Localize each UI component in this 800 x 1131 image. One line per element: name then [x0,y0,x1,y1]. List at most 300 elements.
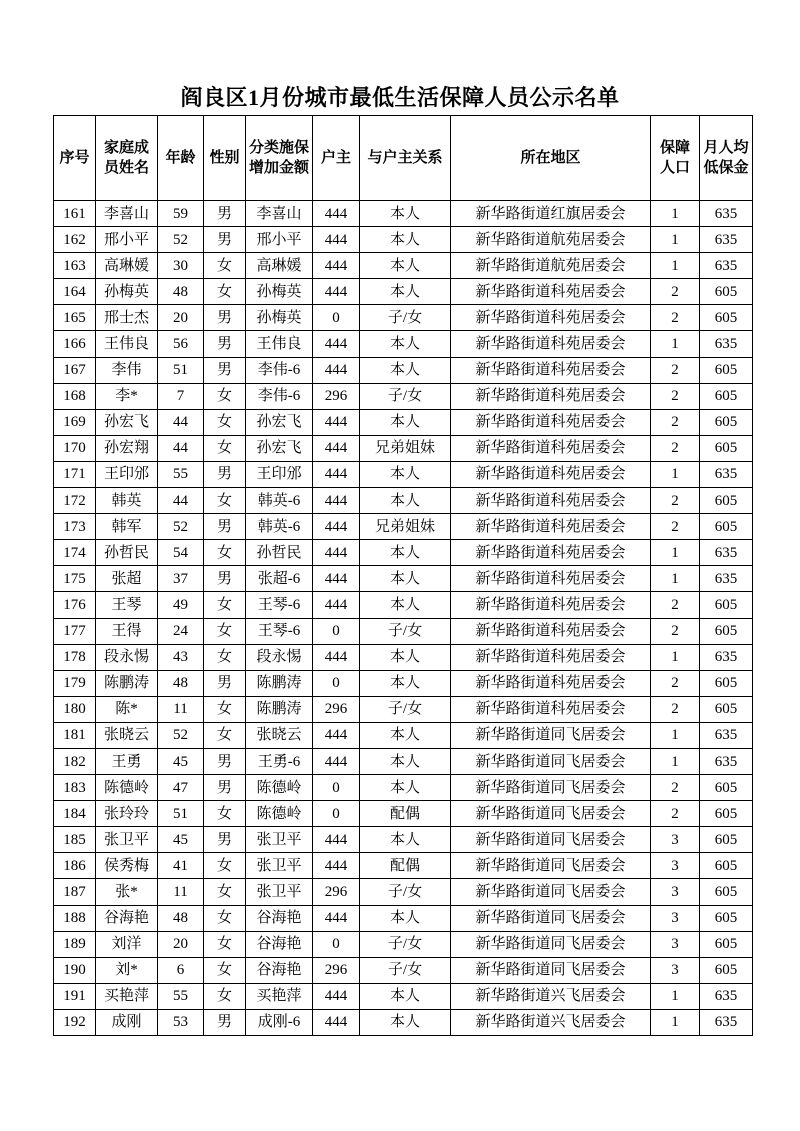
header-extra-amount-line2: 增加金额 [248,160,309,176]
cell-member-name: 买艳萍 [96,983,158,1009]
cell-monthly-allowance: 635 [700,566,753,592]
cell-age: 51 [158,357,204,383]
cell-member-name: 谷海艳 [96,905,158,931]
cell-householder-col: 王印邠 [246,461,313,487]
cell-relation: 子/女 [360,879,451,905]
cell-district: 新华路街道科苑居委会 [451,357,651,383]
cell-member-name: 王勇 [96,748,158,774]
table-row [54,748,753,774]
cell-district: 新华路街道同飞居委会 [451,722,651,748]
header-householder [313,116,360,201]
cell-seq: 174 [54,540,96,566]
cell-age: 52 [158,514,204,540]
cell-householder-col: 张卫平 [246,879,313,905]
cell-member-name: 段永惕 [96,644,158,670]
header-extra-amount-line1: 分类施保 [248,140,309,156]
cell-householder-col: 王琴-6 [246,592,313,618]
cell-member-name: 王印邠 [96,461,158,487]
cell-covered-count: 1 [651,540,700,566]
cell-relation: 本人 [360,1009,451,1035]
cell-age: 37 [158,566,204,592]
cell-gender: 男 [204,461,246,487]
cell-householder-col: 张超-6 [246,566,313,592]
cell-relation: 本人 [360,775,451,801]
cell-covered-count: 1 [651,644,700,670]
cell-district: 新华路街道同飞居委会 [451,853,651,879]
cell-amount-col: 444 [313,201,360,227]
cell-monthly-allowance: 605 [700,514,753,540]
cell-district: 新华路街道科苑居委会 [451,461,651,487]
cell-monthly-allowance: 605 [700,775,753,801]
cell-covered-count: 2 [651,618,700,644]
cell-monthly-allowance: 635 [700,201,753,227]
cell-covered-count: 2 [651,305,700,331]
table-row [54,592,753,618]
cell-relation: 本人 [360,357,451,383]
cell-gender: 女 [204,801,246,827]
cell-amount-col: 296 [313,383,360,409]
cell-seq: 170 [54,435,96,461]
cell-age: 24 [158,618,204,644]
cell-relation: 本人 [360,409,451,435]
cell-relation: 子/女 [360,618,451,644]
cell-householder-col: 张卫平 [246,853,313,879]
cell-relation: 本人 [360,201,451,227]
cell-age: 48 [158,905,204,931]
cell-relation: 本人 [360,827,451,853]
cell-age: 44 [158,488,204,514]
cell-age: 52 [158,722,204,748]
header-relation-label: 与户主关系 [367,150,443,166]
table-row [54,905,753,931]
cell-monthly-allowance: 605 [700,409,753,435]
cell-amount-col: 444 [313,227,360,253]
cell-householder-col: 李伟-6 [246,357,313,383]
cell-seq: 167 [54,357,96,383]
cell-amount-col: 444 [313,357,360,383]
header-extra-amount [246,116,313,201]
cell-member-name: 高琳媛 [96,253,158,279]
table-row [54,383,753,409]
cell-monthly-allowance: 605 [700,879,753,905]
cell-monthly-allowance: 635 [700,253,753,279]
cell-age: 48 [158,279,204,305]
cell-seq: 185 [54,827,96,853]
cell-amount-col: 444 [313,827,360,853]
table-row [54,983,753,1009]
cell-relation: 本人 [360,722,451,748]
cell-age: 44 [158,435,204,461]
table-row [54,461,753,487]
cell-member-name: 李喜山 [96,201,158,227]
cell-gender: 女 [204,644,246,670]
cell-seq: 180 [54,696,96,722]
cell-householder-col: 陈鹏涛 [246,670,313,696]
cell-member-name: 陈鹏涛 [96,670,158,696]
cell-amount-col: 296 [313,957,360,983]
cell-member-name: 孙梅英 [96,279,158,305]
cell-district: 新华路街道科苑居委会 [451,670,651,696]
header-relation [360,116,451,201]
cell-member-name: 孙宏飞 [96,409,158,435]
cell-relation: 本人 [360,488,451,514]
cell-district: 新华路街道科苑居委会 [451,566,651,592]
cell-member-name: 邢小平 [96,227,158,253]
table-row [54,253,753,279]
cell-relation: 本人 [360,279,451,305]
cell-amount-col: 0 [313,618,360,644]
cell-relation: 本人 [360,983,451,1009]
cell-member-name: 陈德岭 [96,775,158,801]
cell-age: 59 [158,201,204,227]
header-seq [54,116,96,201]
cell-gender: 男 [204,1009,246,1035]
cell-seq: 188 [54,905,96,931]
cell-householder-col: 谷海艳 [246,931,313,957]
table-row [54,488,753,514]
cell-householder-col: 李喜山 [246,201,313,227]
cell-monthly-allowance: 605 [700,957,753,983]
cell-gender: 女 [204,409,246,435]
cell-age: 52 [158,227,204,253]
table-row [54,357,753,383]
header-monthly-allowance-line1: 月人均 [703,140,749,156]
cell-seq: 182 [54,748,96,774]
cell-member-name: 王琴 [96,592,158,618]
cell-covered-count: 3 [651,879,700,905]
cell-monthly-allowance: 605 [700,827,753,853]
cell-gender: 女 [204,879,246,905]
cell-relation: 子/女 [360,931,451,957]
header-monthly-allowance [700,116,753,201]
cell-member-name: 王得 [96,618,158,644]
cell-covered-count: 1 [651,983,700,1009]
cell-district: 新华路街道科苑居委会 [451,540,651,566]
cell-gender: 女 [204,253,246,279]
cell-householder-col: 张卫平 [246,827,313,853]
cell-relation: 子/女 [360,305,451,331]
cell-member-name: 张* [96,879,158,905]
cell-age: 20 [158,305,204,331]
cell-district: 新华路街道同飞居委会 [451,879,651,905]
cell-seq: 179 [54,670,96,696]
cell-district: 新华路街道同飞居委会 [451,801,651,827]
cell-seq: 163 [54,253,96,279]
table-row [54,879,753,905]
cell-seq: 165 [54,305,96,331]
cell-gender: 女 [204,983,246,1009]
cell-householder-col: 韩英-6 [246,488,313,514]
cell-covered-count: 1 [651,748,700,774]
cell-amount-col: 444 [313,1009,360,1035]
header-gender [204,116,246,201]
cell-relation: 子/女 [360,957,451,983]
cell-district: 新华路街道科苑居委会 [451,696,651,722]
cell-covered-count: 2 [651,383,700,409]
cell-age: 6 [158,957,204,983]
cell-age: 45 [158,748,204,774]
cell-gender: 男 [204,775,246,801]
table-row [54,957,753,983]
header-age [158,116,204,201]
cell-district: 新华路街道同飞居委会 [451,957,651,983]
table-row [54,1009,753,1035]
cell-amount-col: 444 [313,488,360,514]
cell-covered-count: 3 [651,931,700,957]
table-row [54,696,753,722]
cell-covered-count: 2 [651,514,700,540]
cell-seq: 173 [54,514,96,540]
cell-householder-col: 谷海艳 [246,905,313,931]
cell-householder-col: 成刚-6 [246,1009,313,1035]
cell-covered-count: 1 [651,201,700,227]
table-row [54,644,753,670]
cell-district: 新华路街道兴飞居委会 [451,1009,651,1035]
table-row [54,566,753,592]
cell-householder-col: 张晓云 [246,722,313,748]
cell-member-name: 侯秀梅 [96,853,158,879]
cell-covered-count: 2 [651,488,700,514]
cell-monthly-allowance: 635 [700,644,753,670]
cell-monthly-allowance: 605 [700,279,753,305]
cell-seq: 175 [54,566,96,592]
cell-monthly-allowance: 635 [700,1009,753,1035]
cell-age: 20 [158,931,204,957]
cell-covered-count: 2 [651,279,700,305]
cell-monthly-allowance: 635 [700,748,753,774]
table-row [54,931,753,957]
cell-gender: 男 [204,748,246,774]
cell-district: 新华路街道红旗居委会 [451,201,651,227]
cell-district: 新华路街道同飞居委会 [451,748,651,774]
cell-monthly-allowance: 605 [700,670,753,696]
cell-gender: 女 [204,540,246,566]
cell-amount-col: 444 [313,853,360,879]
table-row [54,540,753,566]
cell-district: 新华路街道科苑居委会 [451,488,651,514]
cell-monthly-allowance: 605 [700,618,753,644]
cell-householder-col: 王伟良 [246,331,313,357]
cell-gender: 女 [204,931,246,957]
cell-householder-col: 陈鹏涛 [246,696,313,722]
header-seq-label: 序号 [59,150,90,166]
cell-amount-col: 0 [313,305,360,331]
cell-monthly-allowance: 635 [700,227,753,253]
cell-district: 新华路街道同飞居委会 [451,931,651,957]
cell-member-name: 张晓云 [96,722,158,748]
cell-monthly-allowance: 635 [700,540,753,566]
table-row [54,853,753,879]
header-covered-count-line2: 人口 [659,160,690,176]
cell-seq: 192 [54,1009,96,1035]
cell-age: 7 [158,383,204,409]
cell-district: 新华路街道航苑居委会 [451,253,651,279]
cell-age: 49 [158,592,204,618]
cell-householder-col: 王勇-6 [246,748,313,774]
cell-seq: 187 [54,879,96,905]
cell-district: 新华路街道科苑居委会 [451,305,651,331]
cell-seq: 177 [54,618,96,644]
cell-amount-col: 0 [313,670,360,696]
cell-amount-col: 296 [313,696,360,722]
cell-householder-col: 孙宏飞 [246,409,313,435]
cell-member-name: 李伟 [96,357,158,383]
cell-gender: 女 [204,853,246,879]
cell-covered-count: 2 [651,592,700,618]
cell-member-name: 张超 [96,566,158,592]
cell-amount-col: 444 [313,983,360,1009]
cell-monthly-allowance: 605 [700,305,753,331]
cell-monthly-allowance: 605 [700,592,753,618]
cell-gender: 女 [204,592,246,618]
cell-age: 55 [158,983,204,1009]
cell-member-name: 陈* [96,696,158,722]
table-row [54,409,753,435]
header-covered-count-line1: 保障 [659,140,690,156]
cell-seq: 171 [54,461,96,487]
cell-age: 43 [158,644,204,670]
cell-seq: 190 [54,957,96,983]
cell-monthly-allowance: 605 [700,357,753,383]
cell-amount-col: 444 [313,748,360,774]
table-row [54,514,753,540]
cell-relation: 本人 [360,644,451,670]
cell-householder-col: 孙宏飞 [246,435,313,461]
cell-amount-col: 444 [313,592,360,618]
page-title: 阎良区1月份城市最低生活保障人员公示名单 [180,85,620,110]
cell-gender: 男 [204,227,246,253]
cell-covered-count: 2 [651,409,700,435]
cell-gender: 男 [204,514,246,540]
cell-householder-col: 孙哲民 [246,540,313,566]
cell-amount-col: 444 [313,644,360,670]
cell-district: 新华路街道科苑居委会 [451,514,651,540]
cell-covered-count: 1 [651,227,700,253]
cell-covered-count: 2 [651,801,700,827]
cell-relation: 配偶 [360,853,451,879]
table-row [54,331,753,357]
cell-district: 新华路街道兴飞居委会 [451,983,651,1009]
cell-amount-col: 444 [313,331,360,357]
cell-relation: 本人 [360,461,451,487]
cell-gender: 女 [204,435,246,461]
cell-monthly-allowance: 635 [700,331,753,357]
cell-amount-col: 444 [313,461,360,487]
cell-seq: 178 [54,644,96,670]
cell-amount-col: 444 [313,514,360,540]
cell-age: 30 [158,253,204,279]
cell-covered-count: 3 [651,827,700,853]
cell-member-name: 邢士杰 [96,305,158,331]
cell-age: 54 [158,540,204,566]
cell-seq: 189 [54,931,96,957]
cell-district: 新华路街道科苑居委会 [451,383,651,409]
cell-monthly-allowance: 605 [700,488,753,514]
header-member-name-line1: 家庭成 [103,140,149,156]
header-district-label: 所在地区 [520,150,581,166]
cell-gender: 女 [204,383,246,409]
roster-body [54,201,753,1036]
cell-monthly-allowance: 605 [700,383,753,409]
cell-covered-count: 1 [651,1009,700,1035]
cell-age: 41 [158,853,204,879]
cell-member-name: 刘* [96,957,158,983]
cell-relation: 本人 [360,592,451,618]
cell-gender: 女 [204,957,246,983]
cell-gender: 男 [204,331,246,357]
cell-gender: 男 [204,305,246,331]
cell-householder-col: 谷海艳 [246,957,313,983]
cell-seq: 181 [54,722,96,748]
cell-covered-count: 3 [651,853,700,879]
cell-amount-col: 444 [313,409,360,435]
cell-district: 新华路街道科苑居委会 [451,409,651,435]
table-row [54,201,753,227]
cell-seq: 166 [54,331,96,357]
cell-covered-count: 3 [651,957,700,983]
table-row [54,305,753,331]
cell-covered-count: 1 [651,566,700,592]
cell-district: 新华路街道同飞居委会 [451,905,651,931]
table-row [54,435,753,461]
cell-monthly-allowance: 605 [700,853,753,879]
header-gender-label: 性别 [209,150,240,166]
cell-seq: 184 [54,801,96,827]
header-age-label: 年龄 [165,150,196,166]
cell-gender: 女 [204,618,246,644]
table-row [54,775,753,801]
cell-amount-col: 0 [313,801,360,827]
cell-age: 11 [158,696,204,722]
cell-relation: 本人 [360,253,451,279]
cell-monthly-allowance: 605 [700,696,753,722]
cell-member-name: 孙宏翔 [96,435,158,461]
cell-covered-count: 2 [651,696,700,722]
cell-age: 44 [158,409,204,435]
cell-householder-col: 买艳萍 [246,983,313,1009]
cell-seq: 169 [54,409,96,435]
table-row [54,279,753,305]
cell-householder-col: 邢小平 [246,227,313,253]
header-covered-count [651,116,700,201]
cell-covered-count: 2 [651,670,700,696]
cell-district: 新华路街道科苑居委会 [451,331,651,357]
cell-householder-col: 李伟-6 [246,383,313,409]
cell-amount-col: 444 [313,435,360,461]
cell-amount-col: 444 [313,566,360,592]
table-row [54,670,753,696]
cell-age: 56 [158,331,204,357]
cell-covered-count: 1 [651,253,700,279]
cell-relation: 兄弟姐妹 [360,514,451,540]
cell-member-name: 李* [96,383,158,409]
cell-gender: 男 [204,201,246,227]
roster-table [53,115,753,1036]
cell-seq: 168 [54,383,96,409]
header-member-name [96,116,158,201]
header-row [54,116,753,201]
table-row [54,801,753,827]
cell-member-name: 张卫平 [96,827,158,853]
cell-district: 新华路街道科苑居委会 [451,592,651,618]
cell-amount-col: 0 [313,931,360,957]
cell-age: 45 [158,827,204,853]
cell-seq: 172 [54,488,96,514]
cell-householder-col: 高琳媛 [246,253,313,279]
cell-seq: 183 [54,775,96,801]
cell-householder-col: 孙梅英 [246,279,313,305]
header-monthly-allowance-line2: 低保金 [703,160,749,176]
